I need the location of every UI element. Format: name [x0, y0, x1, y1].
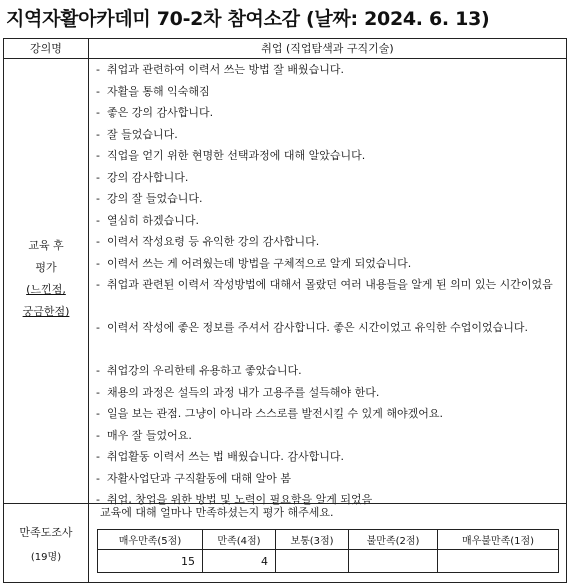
evaluation-label-cell [4, 59, 89, 503]
feedback-item: - 열심히 하겠습니다. [96, 213, 200, 227]
feedback-list [89, 59, 566, 506]
feedback-item: - 강의 잘 들었습니다. [96, 192, 203, 205]
evaluation-label-line2: 평가 [35, 261, 57, 274]
rating-header: 만족(4점) [202, 530, 275, 550]
feedback-item: - 좋은 강의 감사합니다. [96, 106, 214, 119]
feedback-item: - 일을 보는 관점. 그냥이 아니라 스스로를 발전시킬 수 있게 해야겠어요. [96, 407, 443, 420]
satisfaction-label: 만족도조사 [19, 526, 73, 539]
rating-header-row [98, 530, 559, 550]
feedback-item: - 취업활동 이력서 쓰는 법 배웠습니다. 감사합니다. [96, 450, 344, 463]
feedback-item: - 취업과 관련하여 이력서 쓰는 방법 잘 배웠습니다. [96, 63, 344, 76]
feedback-item: - 채용의 과정은 설득의 과정 내가 고용주를 설득해야 한다. [96, 385, 380, 399]
lecture-title: 취업 (직업탐색과 구직기술) [261, 42, 394, 55]
feedback-item: - 자활을 통해 익숙해짐 [96, 84, 210, 98]
feedback-item: - 직업을 얻기 위한 현명한 선택과정에 대해 알았습니다. [96, 149, 366, 162]
evaluation-label [4, 235, 88, 323]
rating-value: 15 [98, 550, 203, 573]
feedback-item: - 취업과 관련된 이력서 작성방법에 대해서 몰랐던 여러 내용들을 알게 된 의미 있는 시간이었음 [96, 278, 553, 291]
feedback-item: - 이력서 쓰는 게 어려웠는데 방법을 구체적으로 알게 되었습니다. [96, 256, 412, 270]
page-title: 지역자활아카데미 70-2차 참여소감 (날짜: 2024. 6. 13) [6, 8, 490, 30]
feedback-item: - 잘 들었습니다. [96, 127, 178, 141]
feedback-item: - 매우 잘 들었어요. [96, 428, 192, 442]
rating-header: 불만족(2점) [349, 530, 438, 550]
rating-value [438, 550, 559, 573]
feedback-item: - 강의 감사합니다. [96, 170, 189, 184]
feedback-item: - 자활사업단과 구직활동에 대해 알아 봄 [96, 471, 292, 485]
evaluation-label-line3: (느낀점, [26, 283, 66, 296]
evaluation-label-line4: 궁금한점) [22, 305, 70, 318]
rating-value [276, 550, 349, 573]
rating-header: 보통(3점) [276, 530, 349, 550]
satisfaction-question: 교육에 대해 얼마나 만족하셨는지 평가 해주세요. [100, 506, 334, 519]
feedback-item: - 이력서 작성요령 등 유익한 강의 감사합니다. [96, 235, 320, 248]
feedback-item: - 취업강의 우리한테 유용하고 좋았습니다. [96, 364, 302, 377]
feedback-item: - 취업, 창업을 위한 방법 및 노력이 필요함을 알게 되었음 [96, 493, 373, 506]
survey-table [3, 38, 567, 583]
rating-value: 4 [202, 550, 275, 573]
rating-value [349, 550, 438, 573]
rating-table [97, 529, 559, 573]
respondent-count: (19명) [30, 552, 62, 563]
feedback-item: - 이력서 작성에 좋은 정보를 주셔서 감사합니다. 좋은 시간이었고 유익한 수업이었습니다. [96, 321, 528, 334]
rating-value-row [98, 550, 559, 573]
rating-header: 매우불만족(1점) [438, 530, 559, 550]
lecture-name-header: 강의명 [4, 39, 89, 58]
table-header-row [4, 39, 566, 59]
evaluation-label-line1: 교육 후 [28, 239, 64, 252]
rating-header: 매우만족(5점) [98, 530, 203, 550]
satisfaction-label-cell [4, 504, 89, 582]
